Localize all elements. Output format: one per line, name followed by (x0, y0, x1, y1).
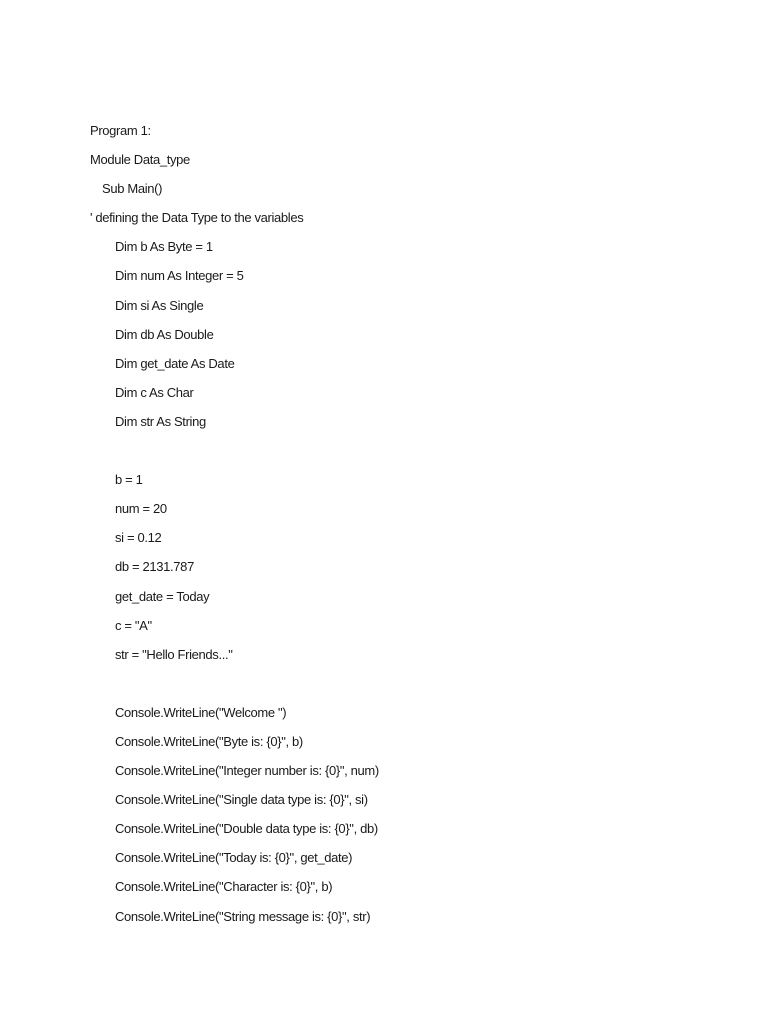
sub-main-declaration: Sub Main() (102, 181, 163, 197)
declaration-line: Dim b As Byte = 1 (115, 239, 213, 255)
blank-line (90, 440, 710, 469)
declaration-line: Dim num As Integer = 5 (115, 268, 244, 284)
declaration-line: Dim db As Double (115, 326, 214, 342)
blank-line (90, 673, 710, 702)
output-statement-line: Console.WriteLine("Integer number is: {0}", num) (115, 763, 379, 779)
declaration-line: Dim c As Char (115, 384, 194, 400)
declaration-line: Dim get_date As Date (115, 355, 235, 371)
assignment-line: db = 2131.787 (115, 559, 194, 575)
output-statement-line: Console.WriteLine("Double data type is: {0}", db) (115, 821, 378, 837)
output-statement-line: Console.WriteLine("Today is: {0}", get_date) (115, 850, 353, 866)
output-statement-line: Console.WriteLine("Welcome ") (115, 704, 287, 720)
code-comment: ' defining the Data Type to the variables (90, 210, 304, 226)
assignment-line: c = "A" (115, 617, 152, 633)
output-statement-line: Console.WriteLine("Character is: {0}", b) (115, 879, 333, 895)
module-declaration: Module Data_type (90, 152, 190, 168)
output-statement-line: Console.WriteLine("Byte is: {0}", b) (115, 733, 303, 749)
program-heading: Program 1: (90, 123, 151, 138)
output-statement-line: Console.WriteLine("String message is: {0}", str) (115, 908, 371, 924)
assignment-line: str = "Hello Friends..." (115, 646, 233, 662)
declaration-line: Dim si As Single (115, 297, 204, 313)
assignment-line: si = 0.12 (115, 530, 162, 546)
declaration-line: Dim str As String (115, 413, 206, 429)
output-statement-line: Console.WriteLine("Single data type is: {0}", si) (115, 792, 368, 808)
assignment-line: b = 1 (115, 472, 143, 488)
assignment-line: get_date = Today (115, 588, 210, 604)
assignment-line: num = 20 (115, 501, 167, 517)
code-listing (90, 120, 710, 935)
